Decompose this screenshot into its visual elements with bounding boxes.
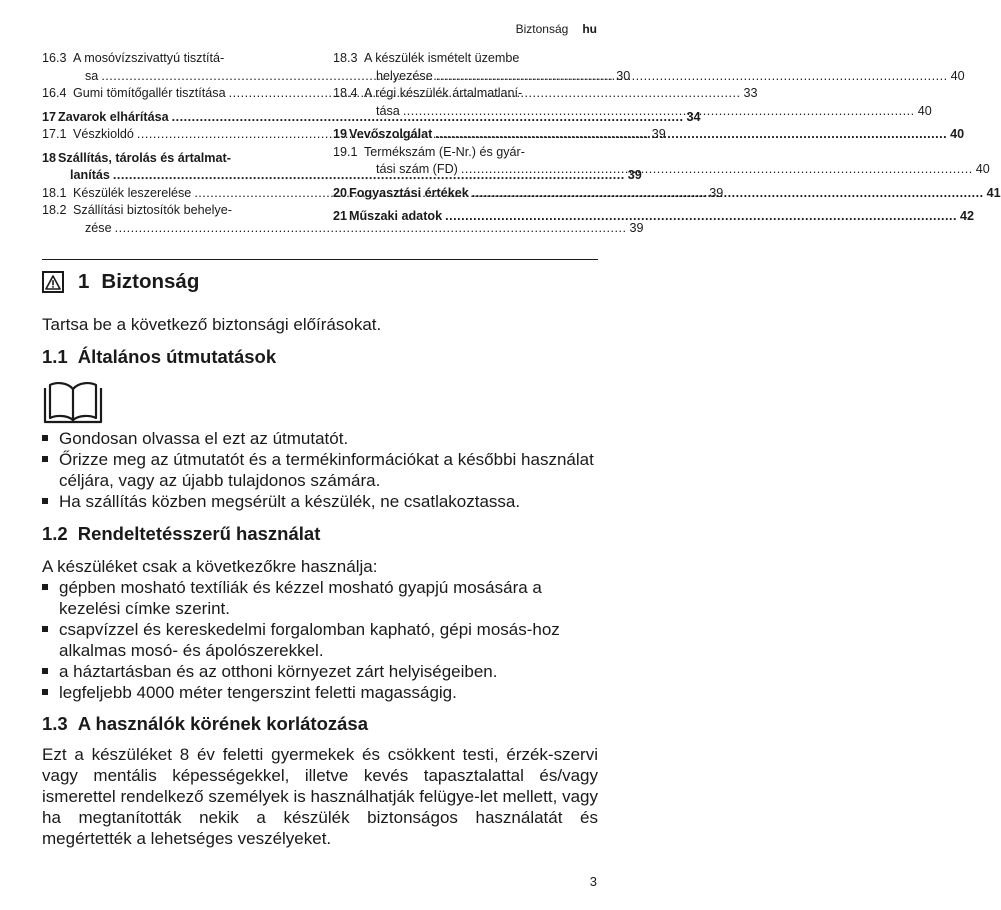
bullet-item: Gondosan olvassa el ezt az útmutatót. <box>42 428 598 449</box>
toc-entry-title: lanítás <box>70 168 110 182</box>
toc-entry-page: 40 <box>950 127 965 141</box>
toc-entry-page: 40 <box>950 68 965 83</box>
subsection-title: A használók körének korlátozása <box>77 713 369 734</box>
toc-entry-number: 17 <box>42 109 57 124</box>
toc-entry-page: 30 <box>616 68 631 83</box>
toc-entry-page: 39 <box>709 185 724 200</box>
toc-entry-title: Zavarok elhárítása <box>58 109 169 124</box>
toc-entry-title: sa <box>85 68 99 83</box>
toc-entry-title: A készülék ismételt üzembe <box>364 51 520 65</box>
section-number: 1 <box>78 270 90 293</box>
toc-leader-dots <box>472 185 984 203</box>
toc-entry-title: tási szám (FD) <box>376 162 458 176</box>
toc-entry-title: Fogyasztási értékek <box>349 185 469 200</box>
page-number: 3 <box>589 874 597 889</box>
toc-entry-page: 39 <box>629 220 644 235</box>
toc-entry-title: Készülék leszerelése <box>73 185 192 200</box>
toc-entry-title: Termékszám (E-Nr.) és gyár- <box>364 144 525 159</box>
header-section: Biztonság <box>515 22 569 36</box>
toc-entry-page: 40 <box>975 162 990 176</box>
toc-entry-title: Szállítási biztosítók behelye- <box>73 203 232 217</box>
bullet-item: Ha szállítás közben megsérült a készülék, ne csatlakoztassa. <box>42 491 598 512</box>
toc-leader-dots <box>403 103 915 121</box>
toc-entry-page: 33 <box>743 86 758 100</box>
section-divider <box>42 259 598 260</box>
bullet-item: a háztartásban és az otthoni környezet zárt helyiségeiben. <box>42 661 598 682</box>
toc-entry-title: Vevőszolgálat <box>349 127 433 141</box>
subsection-heading-1-3 <box>42 713 368 735</box>
subsection-number: 1.2 <box>42 523 68 544</box>
section-intro: Tartsa be a következő biztonsági előírásokat. <box>42 315 382 334</box>
toc-entry-title: A régi készülék ártalmatlaní- <box>364 86 523 100</box>
bullet-item: csapvízzel és kereskedelmi forgalomban kapható, gépi mosás-hoz alkalmas mosó- és ápolószerekkel. <box>42 619 598 661</box>
intended-use-list <box>42 577 598 703</box>
toc-entry <box>42 109 701 127</box>
toc-entry-number: 18.1 <box>42 185 67 200</box>
bullet-item: legfeljebb 4000 méter tengerszint feletti magasságig. <box>42 682 598 703</box>
subsection-heading-1-2 <box>42 523 320 545</box>
subsection-number: 1.3 <box>42 713 68 734</box>
intended-use-intro: A készüléket csak a következőkre használja: <box>42 557 378 576</box>
toc-entry-page: 39 <box>627 168 642 182</box>
toc-entry-page: 42 <box>959 209 974 223</box>
toc-entry-title: zése <box>85 220 112 235</box>
toc-entry-number: 18.4 <box>333 86 358 100</box>
toc-entry-number: 21 <box>333 209 348 223</box>
toc-entry-number: 20 <box>333 185 348 200</box>
toc-entry-title: Vészkioldó <box>73 127 134 141</box>
subsection-heading-1-1 <box>42 346 276 368</box>
toc-entry-title: Gumi tömítőgallér tisztítása <box>73 86 226 100</box>
toc-leader-dots <box>435 126 947 144</box>
bullet-item: Őrizze meg az útmutatót és a termékinformációkat a későbbi használat céljára, vagy az újabb tulajdonos számára. <box>42 449 598 491</box>
section-heading <box>42 270 199 294</box>
toc-entry-page: 41 <box>986 185 1001 200</box>
user-restriction-text: Ezt a készüléket 8 év feletti gyermekek és csökkent testi, érzék-szervi vagy mentális képességekkel, illetve kevés tapasztalattal és/vagy ismerettel rendelkező személyek is használhatják felügye-let mellett, vagy ha megtanították nekik a készülék biztonságos használatát és megértették a lehetséges veszélyeket. <box>42 745 598 848</box>
toc-entry-number: 18.3 <box>333 51 358 65</box>
header-language: hu <box>582 22 597 36</box>
bullet-item: gépben mosható textíliák és kézzel mosható gyapjú mosására a kezelési címke szerint. <box>42 577 598 619</box>
subsection-title: Általános útmutatások <box>77 346 277 367</box>
toc-entry-number: 16.4 <box>42 86 67 100</box>
section-title: Biztonság <box>101 270 200 293</box>
general-instructions-list <box>42 428 598 512</box>
toc-entry-number: 18.2 <box>42 203 67 217</box>
toc-leader-dots <box>436 68 948 86</box>
toc-entry-number: 19.1 <box>333 144 358 159</box>
toc-entry-number: 18 <box>42 150 57 165</box>
subsection-title: Rendeltetésszerű használat <box>77 523 321 544</box>
toc-leader-dots <box>461 161 973 179</box>
toc-entry-number: 16.3 <box>42 51 67 65</box>
toc-entry-title: tása <box>376 103 400 118</box>
toc-entry-page: 34 <box>686 109 701 124</box>
toc-entry <box>333 208 974 226</box>
toc-entry-title: Szállítás, tárolás és ártalmat- <box>58 150 231 165</box>
warning-triangle-icon <box>42 271 64 293</box>
open-book-icon <box>42 380 104 425</box>
page-header <box>516 22 597 36</box>
toc-entry-title: helyezése <box>376 68 433 83</box>
toc-leader-dots <box>445 208 957 226</box>
subsection-number: 1.1 <box>42 346 68 367</box>
toc-entry-number: 17.1 <box>42 127 67 141</box>
toc-entry-number: 19 <box>333 127 348 141</box>
toc-entry-page: 39 <box>651 127 666 141</box>
toc-entry-title: A mosóvízszivattyú tisztítá- <box>73 51 225 65</box>
toc-entry-title: Műszaki adatok <box>349 209 443 223</box>
toc-entry-page: 40 <box>917 103 932 118</box>
